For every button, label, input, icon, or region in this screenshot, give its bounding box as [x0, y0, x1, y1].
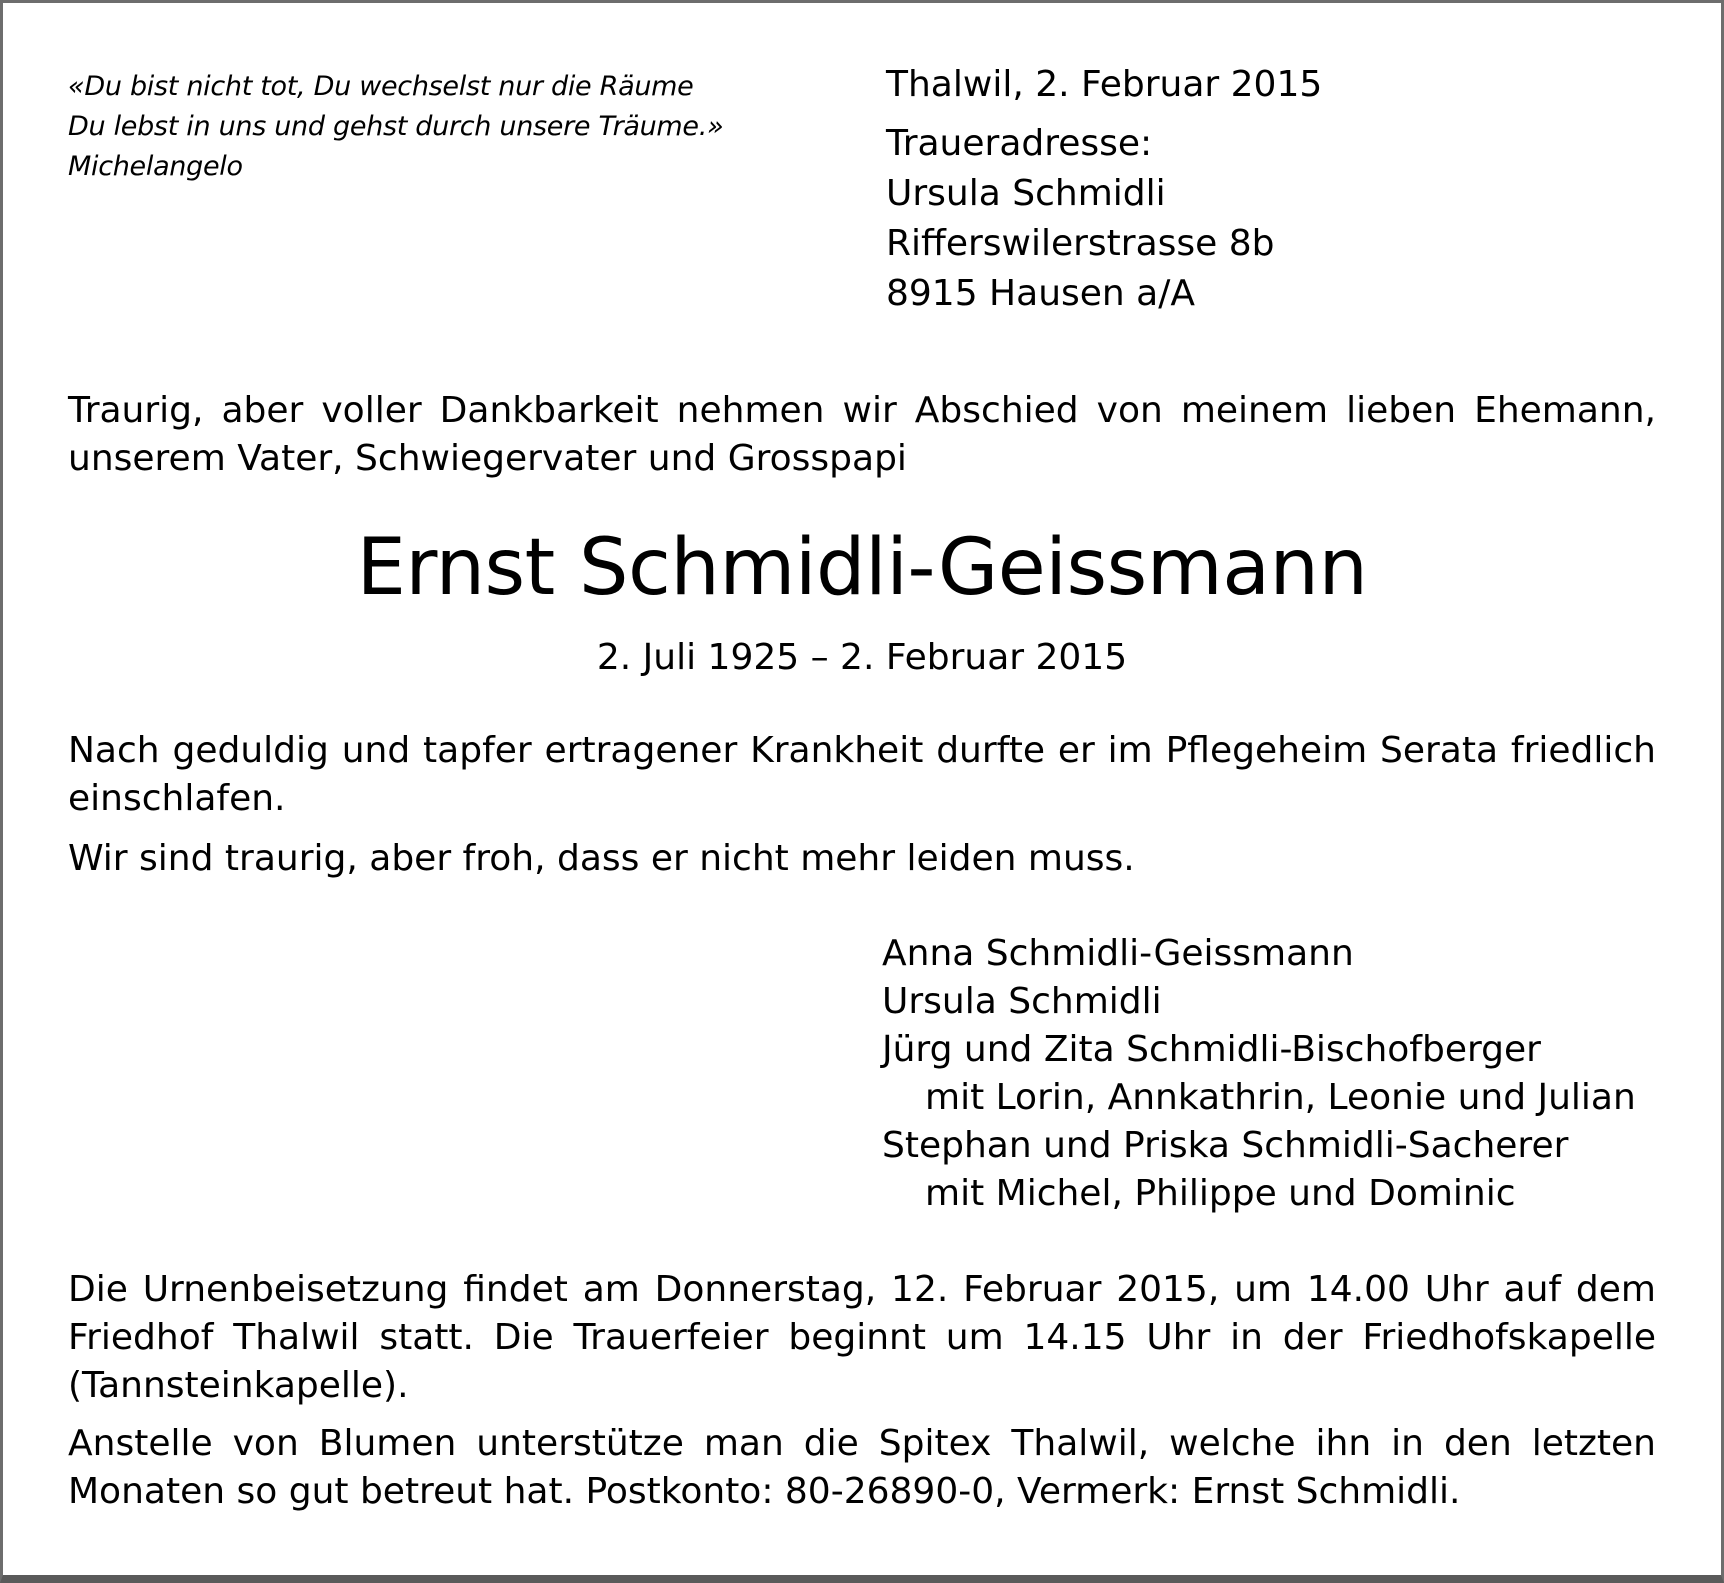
- message-paragraph-2: [68, 835, 1656, 883]
- intro-line: Traurig, aber voller Dankbarkeit nehmen wir Abschied von meinem lieben Ehemann,: [68, 390, 1656, 431]
- epigraph-quote: [68, 67, 723, 187]
- address-label: Traueradresse:: [886, 123, 1153, 164]
- donation-line: Monaten so gut betreut hat. Postkonto: 80-26890-0, Vermerk: Ernst Schmidli.: [68, 1471, 1461, 1512]
- quote-line: «Du bist nicht tot, Du wechselst nur die Räume: [68, 71, 694, 102]
- ceremony-line: (Tannsteinkapelle).: [68, 1365, 409, 1406]
- quote-author: Michelangelo: [68, 151, 243, 182]
- place-and-address: [886, 60, 1322, 319]
- life-dates: 2. Juli 1925 – 2. Februar 2015: [596, 637, 1128, 678]
- survivor-entry: Ursula Schmidli: [882, 981, 1162, 1022]
- address-city: 8915 Hausen a/A: [886, 273, 1195, 314]
- ceremony-line: Die Urnenbeisetzung findet am Donnerstag, 12. Februar 2015, um 14.00 Uhr auf dem: [68, 1269, 1656, 1310]
- survivor-entry: mit Lorin, Annkathrin, Leonie und Julian: [925, 1077, 1636, 1118]
- ceremony-line: Friedhof Thalwil statt. Die Trauerfeier beginnt um 14.15 Uhr in der Friedhofskapelle: [68, 1317, 1656, 1358]
- quote-line: Du lebst in uns und gehst durch unsere Träume.»: [68, 111, 724, 142]
- survivor-entry: mit Michel, Philippe und Dominic: [925, 1173, 1516, 1214]
- survivor-entry: Anna Schmidli-Geissmann: [882, 933, 1354, 974]
- survivors-list: [882, 930, 1636, 1218]
- message-line: Wir sind traurig, aber froh, dass er nicht mehr leiden muss.: [68, 838, 1135, 879]
- survivor-entry: Stephan und Priska Schmidli-Sacherer: [882, 1125, 1569, 1166]
- address-street: Rifferswilerstrasse 8b: [886, 223, 1275, 264]
- message-line: Nach geduldig und tapfer ertragener Krankheit durfte er im Pflegeheim Serata friedlich: [68, 730, 1656, 771]
- survivor-entry: Jürg und Zita Schmidli-Bischofberger: [882, 1029, 1541, 1070]
- donation-line: Anstelle von Blumen unterstütze man die Spitex Thalwil, welche ihn in den letzten: [68, 1423, 1656, 1464]
- intro-line: unserem Vater, Schwiegervater und Grosspapi: [68, 438, 907, 479]
- message-line: einschlafen.: [68, 778, 286, 819]
- intro-paragraph: [68, 387, 1656, 483]
- address-name: Ursula Schmidli: [886, 173, 1166, 214]
- place-date: Thalwil, 2. Februar 2015: [886, 64, 1323, 105]
- message-paragraph: [68, 727, 1656, 823]
- donation-paragraph: [68, 1420, 1656, 1516]
- ceremony-paragraph: [68, 1266, 1656, 1410]
- deceased-name: Ernst Schmidli-Geissmann: [356, 523, 1368, 613]
